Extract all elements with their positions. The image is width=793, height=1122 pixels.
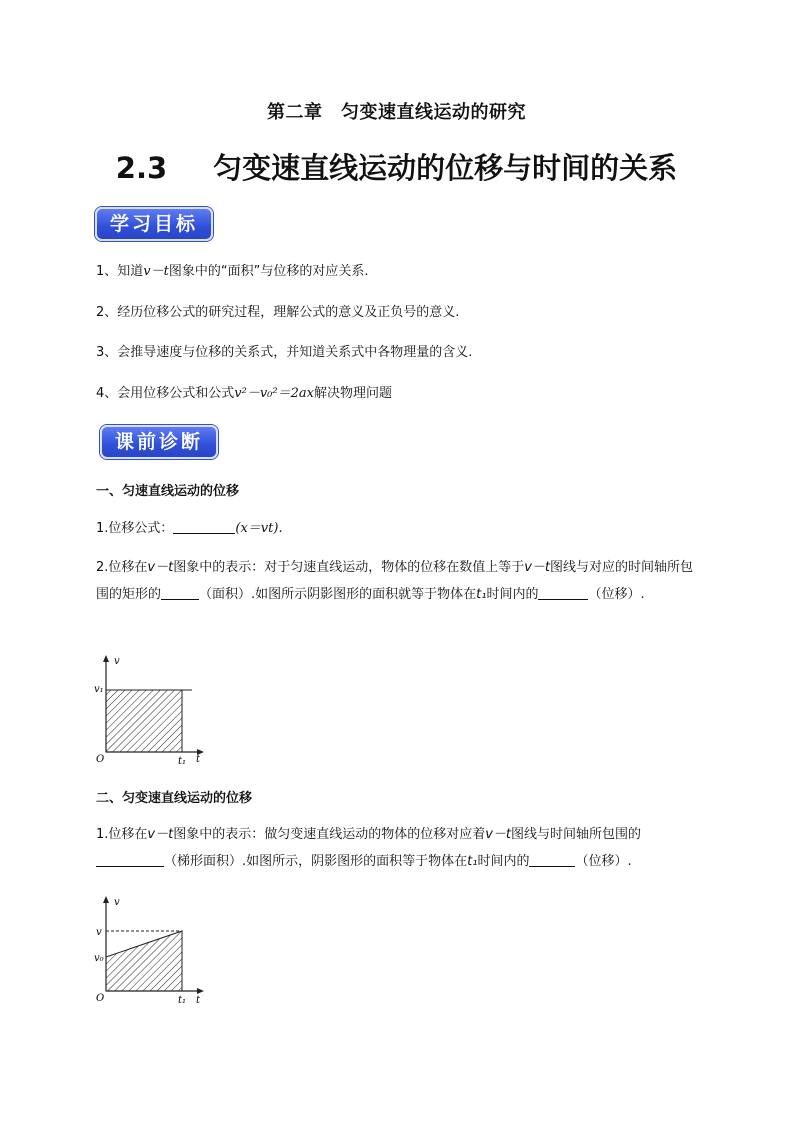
answer-blank[interactable]: [538, 586, 588, 600]
section2-heading: 二、匀变速直线运动的位移: [96, 791, 253, 806]
x-axis-label: t: [196, 754, 201, 765]
section-title: 匀变速直线运动的位移与时间的关系: [213, 151, 678, 185]
answer-blank[interactable]: [96, 853, 164, 867]
section1-heading: 一、匀速直线运动的位移: [96, 484, 240, 499]
y-axis-label: v: [114, 656, 120, 667]
graph-uniform-motion: [92, 652, 212, 767]
answer-blank[interactable]: [173, 520, 235, 534]
section-number: 2.3: [115, 151, 168, 185]
v1-label: v₁: [94, 684, 104, 695]
graph-accelerated-motion: [92, 893, 212, 1008]
section1-q1: 1.位移公式： (x＝vt).: [96, 521, 283, 536]
origin-label: O: [96, 754, 105, 765]
page-title: [0, 146, 793, 187]
answer-blank[interactable]: [161, 586, 199, 600]
chapter-heading: 第二章 匀变速直线运动的研究: [267, 102, 526, 123]
shaded-area: [106, 931, 182, 991]
answer-blank[interactable]: [529, 853, 575, 867]
objective-1: 1、知道v－t图象中的“面积”与位移的对应关系.: [96, 264, 369, 279]
v-label: v: [96, 927, 102, 938]
preview-badge: 课前诊断: [100, 425, 218, 459]
objective-2: 2、经历位移公式的研究过程，理解公式的意义及正负号的意义.: [96, 305, 460, 320]
objectives-badge: 学习目标: [95, 207, 213, 241]
section1-q2: 2.位移在v－t图象中的表示：对于匀速直线运动，物体的位移在数值上等于v－t图线与对应的时间轴所包围的矩形的 （面积）.如图所示阴影图形的面积就等于物体在t₁时间内的 （位移）.: [96, 560, 694, 602]
t1-label: t₁: [178, 995, 187, 1006]
t1-label: t₁: [178, 756, 187, 767]
x-axis-label: t: [196, 995, 201, 1006]
shaded-area: [106, 690, 182, 752]
objective-4: 4、会用位移公式和公式v²－v₀²＝2ax解决物理问题: [96, 386, 392, 401]
origin-label: O: [96, 993, 105, 1004]
objective-3: 3、会推导速度与位移的关系式，并知道关系式中各物理量的含义.: [96, 345, 473, 360]
section2-q1: 1.位移在v－t图象中的表示：做匀变速直线运动的物体的位移对应着v－t图线与时间轴所包围的（梯形面积）.如图所示，阴影图形的面积等于物体在t₁时间内的 （位移）.: [96, 827, 642, 869]
v0-label: v₀: [94, 953, 104, 964]
y-axis-label: v: [114, 897, 120, 908]
